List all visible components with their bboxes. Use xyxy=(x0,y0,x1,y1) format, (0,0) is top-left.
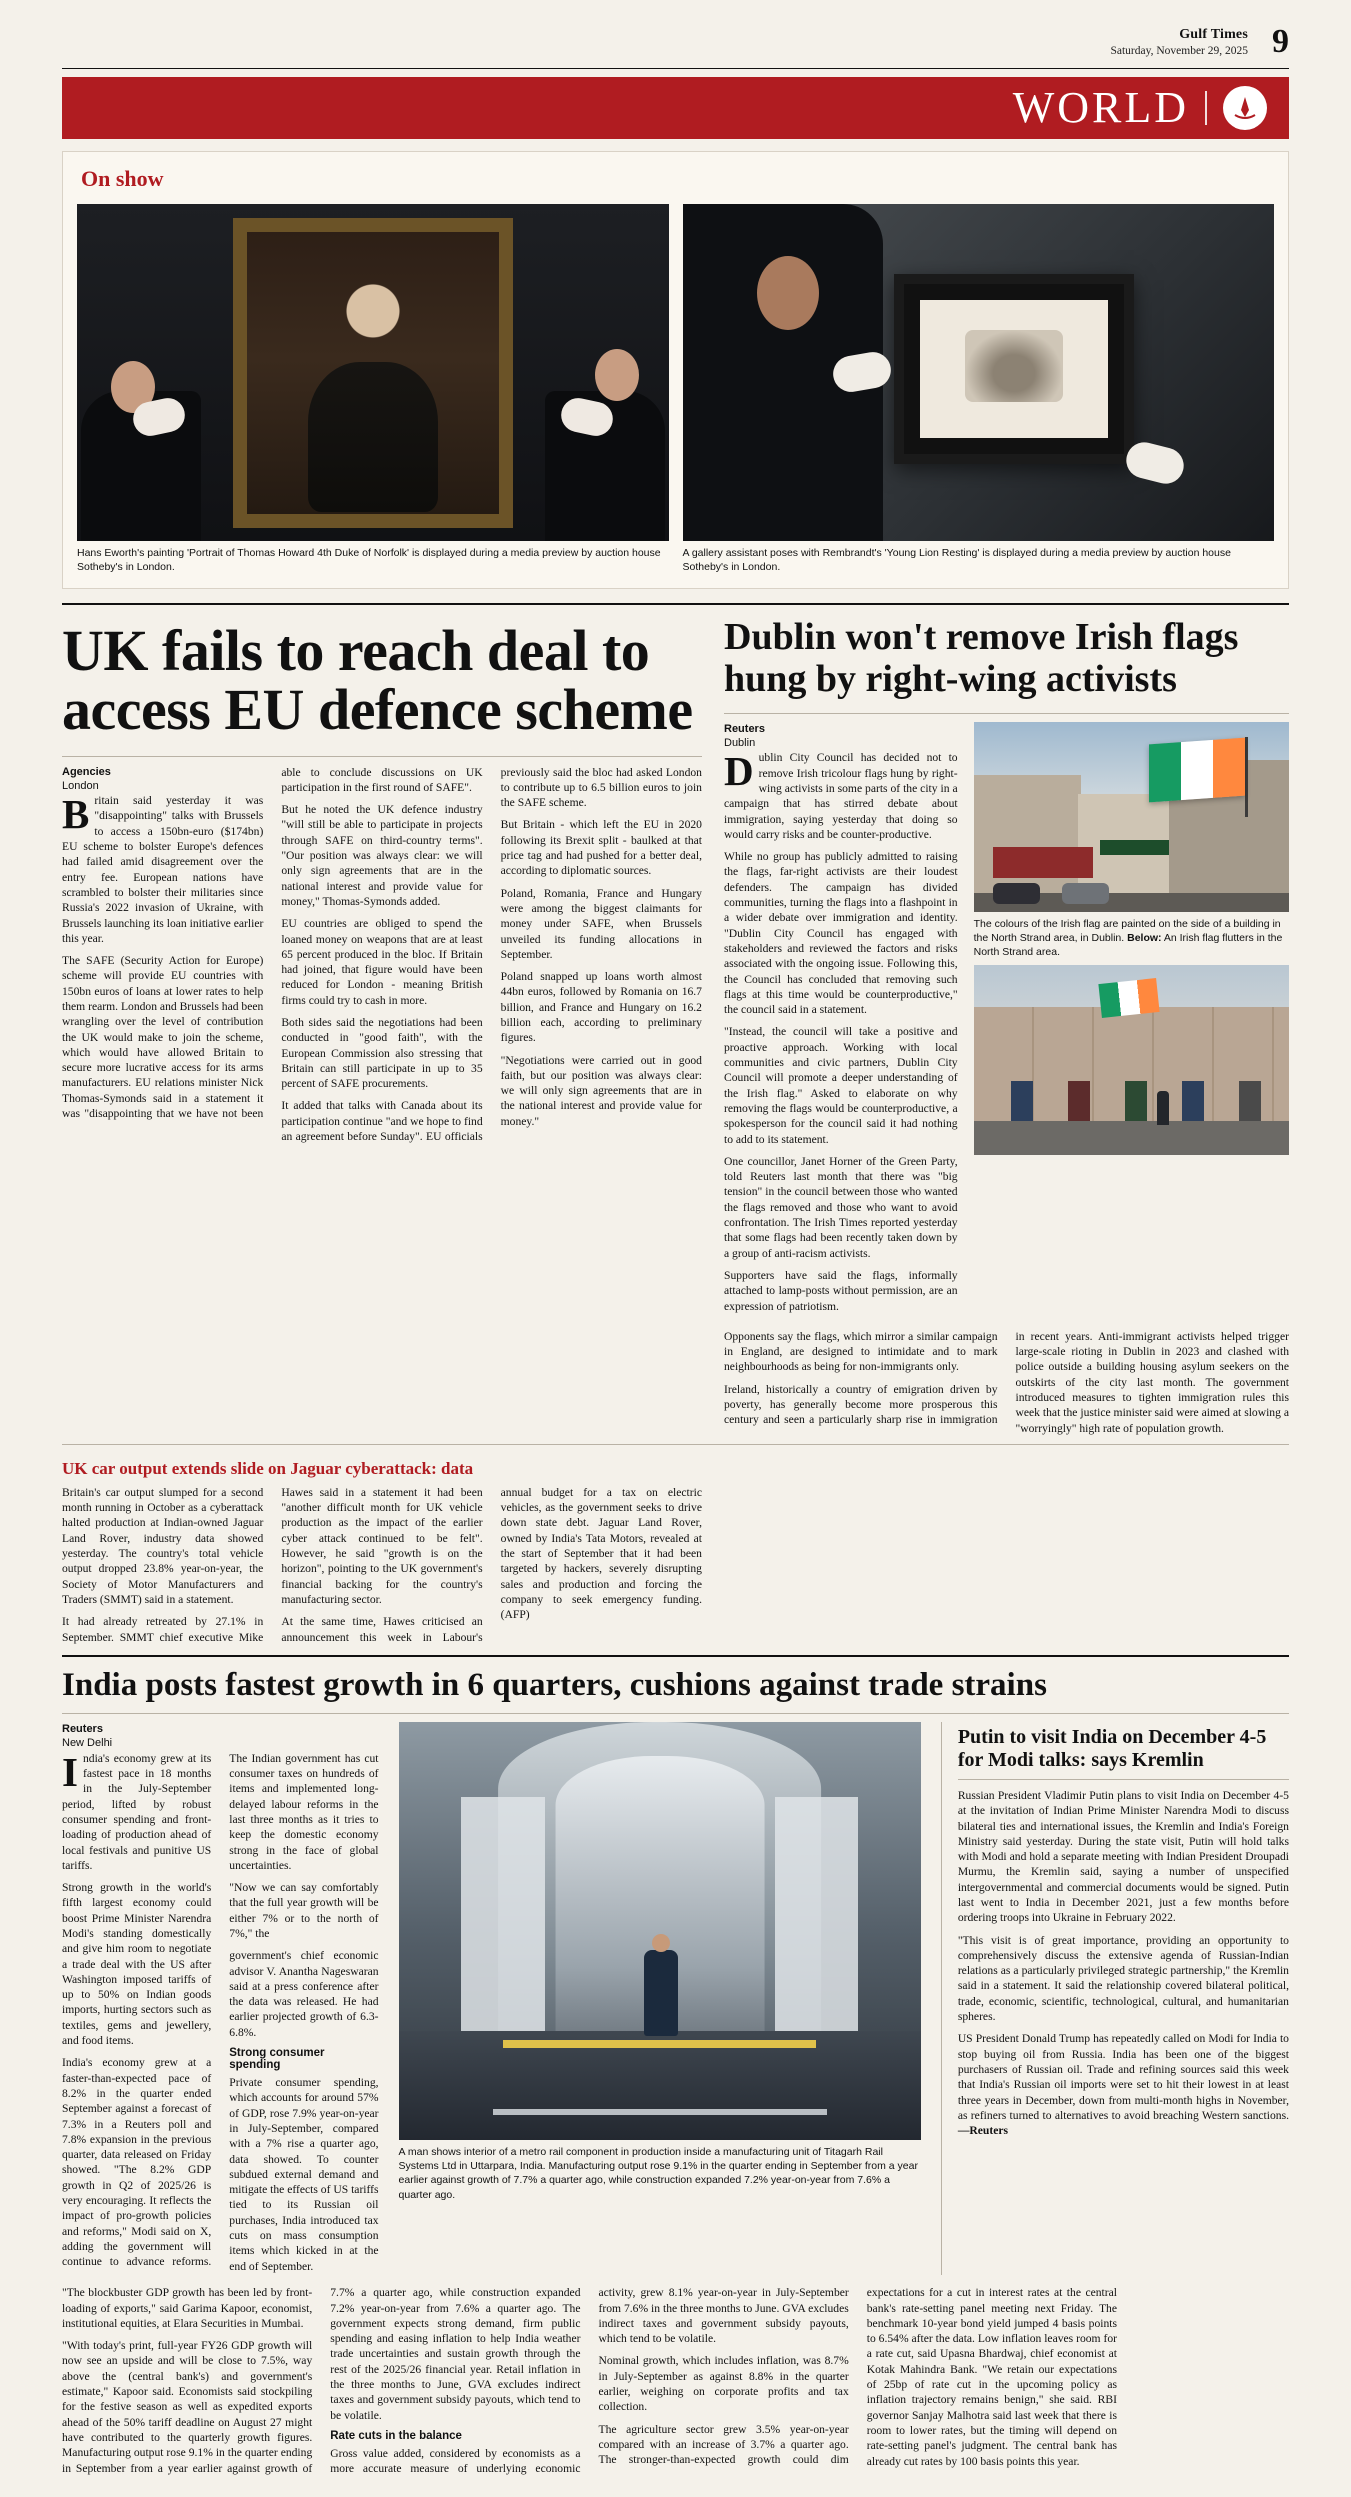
paragraph: Ireland, historically a country of emigration driven by poverty, has generally become more prosperous this century and seen a particularly sharp rise in immigration in recent years. Anti-immigrant activists helped trigger large-scale rioting in Dublin in 2023 and clashed with police outside a building housing asylum seekers on the outskirts of the city last month. The government introduced measures to tighten immigration rules this week that the justice minister said were aimed at slowing a "worryingly" high rate of population growth. xyxy=(724,1329,1289,1435)
paragraph: Britain said yesterday it was "disappointing" talks with Brussels to access a 150bn-euro ($174bn) EU scheme to bolster Europe's defences had failed amid disagreement over the entry fee. European nations have scrambled to bolster their militaries since Russia's 2022 invasion of Ukraine, with Brussels launching its loan initiative earlier this year. xyxy=(62,791,264,945)
lead-story-columns xyxy=(62,765,702,1145)
paragraph: "With today's print, full-year FY26 GDP growth will now see an upside and will be close to 7.5%, way above the (central bank's) and government's estimate," Kapoor said. Economists said stockpiling for the festive season as well as expedited exports ahead of the 50% tariff deadline on August 27 might have contributed to the quarterly growth figures. Manufacturing output rose 9.1% in the quarter ending in September from a year earlier against growth of 7.7% a quarter ago, while construction expanded 7.2% year-on-year from 7.6% a quarter ago. The government expects strong demand, firm public spending and easing inflation to help India weather trade uncertainties and sustain growth through the rest of the 2025/26 financial year. Retail inflation in the three months to June, GVA excludes indirect taxes and government subsidy payouts, which tend to be volatile. xyxy=(62,2286,581,2475)
dublin-photos xyxy=(974,722,1289,1321)
section-bar xyxy=(62,77,1289,139)
paragraph: India's economy grew at its fastest pace in 18 months in the July-September period, lifted by robust consumer spending and front-loading of production ahead of local festivals and punitive US tariffs. xyxy=(62,1748,212,1872)
paragraph: But he noted the UK defence industry "will still be able to participate in projects through SAFE on third-country terms". "Our position was always clear: we will only sign agreements that are in the national interest and provide value for money," Thomas-Symonds added. xyxy=(281,803,483,908)
paragraph: Dublin City Council has decided not to remove Irish tricolour flags hung by right-wing activists in some parts of the city in a campaign that has stirred debate about immigration, saying yesterday that doing so would carry risks and be counter-productive. xyxy=(724,748,958,841)
byline-agency: Reuters xyxy=(62,1723,103,1736)
masthead-text xyxy=(1110,26,1248,58)
factory-worker xyxy=(644,1950,678,2036)
awning xyxy=(1100,840,1169,855)
putin-story xyxy=(941,1722,1289,2275)
door xyxy=(1011,1081,1033,1121)
paragraph: Gross value added, considered by economists as a more accurate measure of underlying economic activity, grew 8.1% year-on-year in July-September from 7.6% in the three months to June. GVA excludes indirect taxes and government subsidy payouts, which tend to be volatile. xyxy=(330,2286,849,2476)
photo-caption xyxy=(974,917,1289,960)
caption-label: Below: xyxy=(1127,931,1162,944)
issue-date: Saturday, November 29, 2025 xyxy=(1110,44,1248,57)
dublin-continuation xyxy=(724,1453,1289,1645)
side-panel xyxy=(461,1797,545,2031)
paragraph: Russian President Vladimir Putin plans to visit India on December 4-5 at the invitation of Indian Prime Minister Narendra Modi to discuss bilateral ties and international issues, the Kremlin and India's Foreign Ministry said yesterday. During the state visit, Putin will hold talks with Modi and hold a separate meeting with Indian President Droupadi Murmu, the Kremlin said, saying a number of unspecified intergovernmental and commercial documents would be signed. Putin last went to India in December 2021, just a few months before ordering troops into Ukraine in February 2022. xyxy=(957,1788,1289,1925)
masthead-rule xyxy=(62,68,1289,69)
irish-tricolour-flag xyxy=(1098,978,1159,1018)
paragraph: The SAFE (Security Action for Europe) scheme will provide EU countries with 150bn euros of loans at lower rates to help them rearm. London and Brussels had been wrangling over the level of contribution the UK would make to join the scheme, which would have allowed Britain to secure more lucrative access for its arms manufacturers. EU relations minister Nick Thomas-Symonds said in a statement it was "disappointing that we have not been able to conclude discussions on UK participation in the first round of SAFE". xyxy=(62,765,483,1121)
door xyxy=(1239,1081,1261,1121)
irish-flag-street-photo xyxy=(974,965,1289,1155)
parked-car xyxy=(1062,883,1109,904)
paragraph: "The blockbuster GDP growth has been led by front-loading of exports," said Garima Kapoor, economist, institutional equities, at Elara Securities in Mumbai. xyxy=(62,2286,313,2330)
byline-location: New Delhi xyxy=(62,1737,113,1750)
byline xyxy=(724,722,958,751)
headline-rule xyxy=(724,713,1289,714)
assistant-head xyxy=(757,256,819,330)
mount-board xyxy=(920,300,1108,438)
paragraph: "Now we can say comfortably that the full year growth will be either 7% or to the north of 7%," the xyxy=(229,1881,379,1940)
india-left-columns xyxy=(62,1748,379,2276)
picture-frame xyxy=(894,274,1134,464)
paragraph: The agriculture sector grew 3.5% year-on-year compared with an increase of 3.7% a quarter ago. The stronger-than-expected growth could dim expectations for a cut in interest rates at the central bank's rate-setting panel meeting next Friday. The benchmark 10-year bond yield jumped 4 basis points to 6.54% after the data. Low inflation leaves room for a rate cut, said Upasna Bhardwaj, chief economist at Kotak Mahindra Bank. "We retain our expectations of 25bp of rate cut in the upcoming policy as inflation trajectory remains benign," she said. RBI governor Sanjay Malhotra said last week that there is room to lower rates, but the timing will depend on rate-setting panel's judgment. The central bank has already cut rates by 100 basis points this year. xyxy=(598,2286,1117,2468)
on-show-grid xyxy=(77,204,1274,574)
paragraph: Poland snapped up loans worth almost 44bn euros, followed by Romania on 16.7 billion, and France and Hungary on 16.2 billion each, according to preliminary figures. xyxy=(500,970,702,1045)
paragraph: But Britain - which left the EU in 2020 following its Brexit split - baulked at that price tag and had pushed for a better deal, according to diplomatic sources. xyxy=(500,818,702,878)
paragraph: One councillor, Janet Horner of the Green Party, told Reuters last month that there was "big tension" in the council between those who wanted the flags removed and those who want to avoid confrontation. The Irish Times reported yesterday that some flags had been recently taken down by a group of anti-racism activists. xyxy=(724,1154,958,1260)
dublin-headline: Dublin won't remove Irish flags hung by right-wing activists xyxy=(724,616,1239,701)
byline-agency: Reuters xyxy=(724,722,765,735)
yellow-floor-marking xyxy=(503,2040,816,2048)
paragraph: "This visit is of great importance, providing an opportunity to comprehensively discuss the extensive agenda of Russian-Indian relations as a particularly privileged strategic partnership," the Kremlin said in a statement. It said the relationship covered bilateral political, trade, economic, scientific, technological, cultural, and humanitarian spheres. xyxy=(957,1933,1289,2024)
section-divider xyxy=(1205,91,1207,125)
metro-rail-factory-photo xyxy=(399,1722,921,2140)
headline-rule xyxy=(62,1713,1289,1714)
rembrandt-lion-photo xyxy=(683,204,1275,541)
paragraph-text: US President Donald Trump has repeatedly called on Modi for India to stop buying oil from Russia. India has been one of the biggest purchasers of Russian oil. Trade and refining sources said this week that India's Russian oil imports were set to hit their lowest in at least three years in December, down from multi-month highs in November, as refiners turned to alternatives to avoid breaching Western sanctions. xyxy=(957,2032,1289,2122)
headline-rule xyxy=(958,1779,1289,1780)
door xyxy=(1182,1081,1204,1121)
door xyxy=(1125,1081,1147,1121)
subheading: Strong consumer spending xyxy=(229,2047,325,2072)
india-grid xyxy=(62,1722,1289,2275)
paragraph: At the same time, Hawes criticised an announcement this week in Labour's annual budget for a tax on electric vehicles, as the government seeks to drive down state debt. Jaguar Land Rover, owned by India's Tata Motors, revealed at the start of September that it had been targeted by hackers, severely disrupting sales and production and forcing the company to seek emergency funding. (AFP) xyxy=(281,1485,702,1644)
paragraph: "Negotiations were carried out in good faith, but our position was always clear: we will only sign agreements that are in the national interest and provide value for money." xyxy=(500,1053,702,1128)
byline-location: London xyxy=(62,779,99,792)
section-rule xyxy=(62,603,1289,605)
masthead xyxy=(0,0,1351,64)
parked-car xyxy=(993,883,1040,904)
rail-track xyxy=(493,2109,827,2115)
dublin-top-grid xyxy=(724,722,1289,1321)
paragraph: EU countries are obliged to spend the loaned money on weapons that are at least 65 percent produced in the bloc. If Britain had joined, that figure would have been reduced for London - meaning British firms could try to cash in more. xyxy=(281,917,483,1007)
howard-portrait-photo xyxy=(77,204,669,541)
on-show-item xyxy=(683,204,1275,574)
page-title: UK fails to reach deal to access EU defence scheme xyxy=(62,618,693,743)
paragraph: It had already retreated by 27.1% in September. SMMT chief executive Mike Hawes said in a statement it had been "another difficult month for UK vehicle production as the impact of the earlier cyber attack continued to be felt". However, he said "growth is on the horizon", pointing to the UK government's financial backing for the country's manufacturing sector. xyxy=(62,1485,483,1644)
paragraph: "Instead, the council will take a positive and proactive approach. Working with local communities and civic partners, Dublin City Council will promote a deeper understanding of the Irish flag." Asked to elaborate on why removing the flags would be counterproductive, a spokesperson for the council said it had nothing to add to its statement. xyxy=(724,1025,958,1146)
photo-caption: Hans Eworth's painting 'Portrait of Thomas Howard 4th Duke of Norfolk' is displayed during a media preview by auction house Sotheby's in London. xyxy=(77,546,661,574)
photo-caption: A gallery assistant poses with Rembrandt's 'Young Lion Resting' is displayed during a media preview by auction house Sotheby's in London. xyxy=(682,546,1231,574)
subheading: Rate cuts in the balance xyxy=(330,2429,462,2442)
paragraph: While no group has publicly admitted to raising the flags, far-right activists are their loudest defenders. The campaign has divided communities, turning the flags into a flashpoint in a wider debate over immigration and identity. "Dublin City Council has engaged with stakeholders and reviewed the factors and risks associated with the ongoing issue. Following this, the Council has concluded that removing such flags at this time would be counterproductive," the council said in a statement. xyxy=(724,850,958,1017)
on-show-block xyxy=(62,151,1289,589)
byline xyxy=(62,765,263,794)
india-photo-col xyxy=(399,1722,921,2275)
putin-headline: Putin to visit India on December 4-5 for Modi talks: says Kremlin xyxy=(957,1726,1267,1771)
painting xyxy=(247,232,499,514)
pedestrian xyxy=(1157,1091,1169,1125)
paragraph: Opponents say the flags, which mirror a similar campaign in England, are designed to intimidate and to mark neighbourhoods as being for non-immigrants only. xyxy=(724,1329,998,1374)
india-bottom-columns xyxy=(62,2285,1117,2476)
lion-drawing xyxy=(965,330,1063,402)
paragraph: Private consumer spending, which accounts for around 57% of GDP, rose 7.9% year-on-year in July-September, compared with a 7% rise a quarter ago, data showed. To counter subdued external demand and mitigate the effects of US tariffs tied to its Russian oil purchases, India introduced tax cuts on mass consumption items which kicked in at the end of September. xyxy=(229,2076,379,2273)
section-title: WORLD xyxy=(1012,82,1189,132)
main-content xyxy=(62,603,1289,2476)
headline-rule xyxy=(62,756,702,757)
strip-rule xyxy=(62,1444,1289,1445)
photo-caption: A man shows interior of a metro rail component in production inside a manufacturing unit of Titagarh Rail Systems Ltd in Uttarpara, India. Manufacturing output rose 9.1% in the quarter ending in September from a year earlier against growth of 7.7% a quarter ago, while construction expanded 7.2% year-on-year from 7.6% a quarter ago. xyxy=(398,2146,918,2201)
paragraph: Strong growth in the world's fifth largest economy could boost Prime Minister Narendra Modi's standing domestically and give him room to negotiate a trade deal with the US after Washington imposed tariffs of up to 50% on Indian goods imports, hurting sectors such as textiles, gems and jewellery, and food items. xyxy=(62,1881,212,2048)
paragraph xyxy=(958,2031,1289,2138)
paragraph: Poland, Romania, France and Hungary were among the biggest claimants for money under SAFE, when Brussels unveiled its funding allocations in September. xyxy=(500,886,702,961)
gulf-times-logo-icon xyxy=(1223,86,1267,130)
handler-right-head xyxy=(595,349,639,401)
paragraph: Britain's car output slumped for a second month running in October as a cyberattack halted production at Indian-owned Jaguar Land Rover, industry data showed yesterday. The country's total vehicle output dropped 23.8% year-on-year, the Society of Motor Manufacturers and Traders (SMMT) said in a statement. xyxy=(62,1485,264,1606)
source-credit: —Reuters xyxy=(957,2124,1009,2138)
lead-story xyxy=(62,615,702,1436)
irish-flag-mural-photo xyxy=(974,722,1289,912)
on-show-title: On show xyxy=(81,165,164,191)
door xyxy=(1068,1081,1090,1121)
india-headline: India posts fastest growth in 6 quarters, cushions against trade strains xyxy=(62,1666,1047,1703)
page-number: 9 xyxy=(1272,23,1289,61)
on-show-item xyxy=(77,204,669,574)
dublin-text-left xyxy=(724,722,958,1321)
paragraph: Supporters have said the flags, informally attached to lamp-posts without permission, are an expression of patriotism. xyxy=(724,1268,958,1313)
caption-text: The colours of the Irish flag are painted on the side of a building in the North Strand area, in Dublin. xyxy=(973,917,1281,944)
dublin-story xyxy=(724,615,1289,1436)
car-story-columns xyxy=(62,1485,702,1645)
paragraph: India's economy grew at a faster-than-expected pace of 8.2% in the quarter ended September against a forecast of 7.3% in a Reuters poll and 7.8% expansion in the previous quarter, data released on Friday showed. "The 8.2% GDP growth in Q2 of 2025/26 is very encouraging. It reflects the impact of pro-growth policies and reforms," Modi said on X, adding the government will continue to advance reforms. The Indian government has cut consumer taxes on hundreds of items and implemented long-delayed labour reforms in the last three months as it tries to keep the domestic economy strong in the face of global uncertainties. xyxy=(62,1751,379,2269)
byline-agency: Agencies xyxy=(62,765,111,778)
section-rule xyxy=(62,1655,1289,1657)
paragraph: Both sides said the negotiations had been conducted in "good faith", with the European Commission also stressing that Britain can still participate in up to 35 percent of SAFE procurements. xyxy=(281,1015,483,1091)
paragraph: It added that talks with Canada about its participation continue "and we hope to find an agreement before Sunday". EU officials previously said the bloc had asked London to contribute up to 6.5 billion euros to join the SAFE scheme. xyxy=(281,765,702,1144)
irish-tricolour-flag xyxy=(1149,737,1245,802)
byline-location: Dublin xyxy=(724,737,756,750)
caption-text-2: An Irish flag flutters in the North Strand area. xyxy=(973,931,1283,959)
car-strip-row xyxy=(62,1453,1289,1645)
byline xyxy=(62,1722,379,1751)
car-story-headline: UK car output extends slide on Jaguar cyberattack: data xyxy=(62,1458,474,1478)
pavement xyxy=(974,1121,1289,1155)
flag-pole xyxy=(1245,737,1248,817)
paragraph: government's chief economic advisor V. Anantha Nageswaran said at a press conference after the data was released. He had earlier projected growth of 6.3-6.8%. xyxy=(229,1949,379,2039)
paragraph: Nominal growth, which includes inflation, was 8.7% in July-September as against 8.8% in the quarter earlier, weighing on corporate profits and tax collection. xyxy=(598,2354,849,2414)
picture-frame xyxy=(233,218,513,528)
dublin-bottom-columns xyxy=(724,1329,1289,1436)
car-story xyxy=(62,1453,702,1645)
lead-row xyxy=(62,615,1289,1436)
india-col-left xyxy=(62,1722,379,2275)
side-panel xyxy=(775,1797,859,2031)
paper-name: Gulf Times xyxy=(1179,27,1248,42)
shopfront xyxy=(993,847,1094,877)
